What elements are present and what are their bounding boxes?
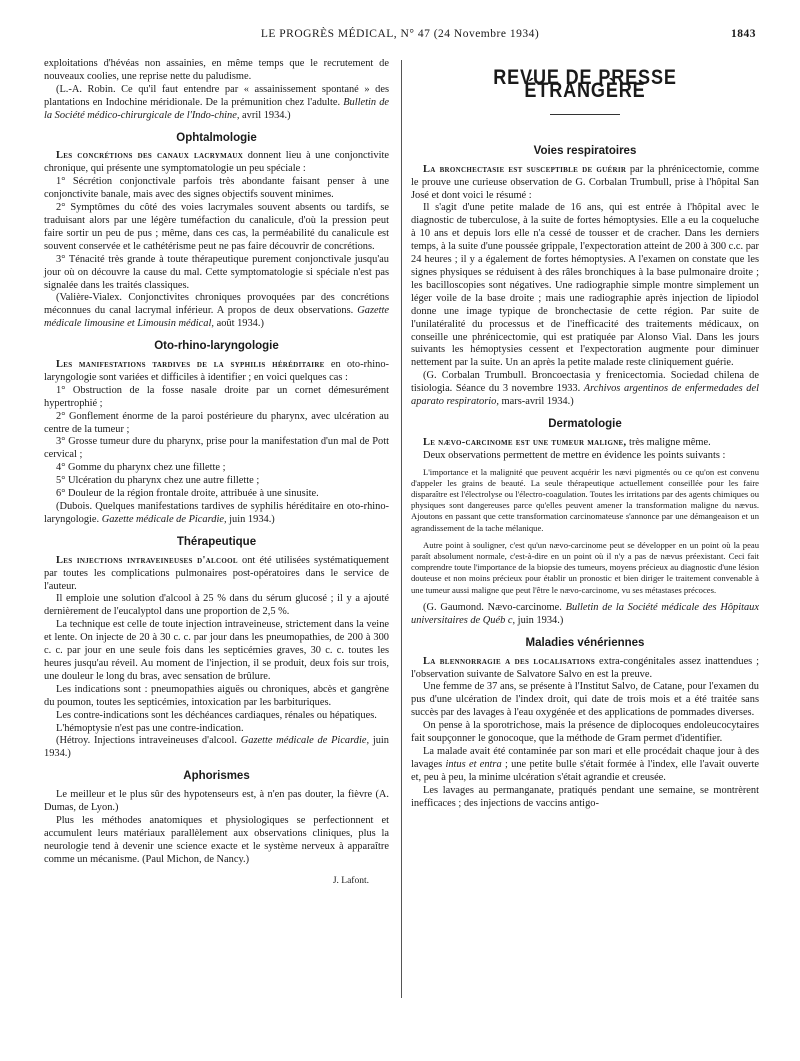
- ven-paragraph: Une femme de 37 ans, se présente à l'Institut Salvo, de Catane, pour l'examen du pus d'une ulcération de l'index droit, qui date de trois mois et a été traitée sans succès par des lavages à l'eau oxygénée et des applications de pommades diverses.: [411, 681, 759, 719]
- orl-item: 1° Obstruction de la fosse nasale droite par un cornet démesurément hypertrophié ;: [44, 384, 389, 409]
- aphorism: Le meilleur et le plus sûr des hypotenseurs est, à n'en pas douter, la fièvre (A. Dumas, de Lyon.): [44, 789, 389, 814]
- derm-reference: (G. Gaumond. Nævo-carcinome. Bulletin de la Société médicale des Hôpitaux universitaires de Québ c, juin 1934.): [411, 601, 759, 626]
- ther-paragraph: Les contre-indications sont les déchéances cardiaques, rénales ou hépatiques.: [56, 709, 377, 721]
- orl-item: 5° Ulcération du pharynx chez une autre fillette ;: [56, 475, 260, 487]
- resp-paragraph: Il s'agit d'une petite malade de 16 ans, qui est entrée à l'hôpital avec le diagnostic de tuberculose, à la suite de fortes hémoptysies. Elle a eu la coqueluche à 10 ans et depuis lors elle n'a cessé de tousser et de cracher. Dans les derniers temps, à la suite d'une poussée grippale, l'expectoration atteint de 200 à 300 c.c. par 24 heures ; il y a également de fortes hémoptysies. A l'examen on constate que les signes physiques se réduisent à des râles bronchiques à la base pulmonaire droite ; les bacilloscopies sont négatives. Une radiographie simple montre simplement un léger voile de la base droite ; mais une radiographie après injection de lipiodol donne une image typique de bronchectasie de cette région. Par suite de l'unilatéralité du processus et de l'inefficacité des traitements médicaux, on conseille une phrénicectomie, qui est pratiquée par Alonso Vial. Dans les jours suivants les hémoptysies cessent et l'expectoration augmente pour diminuer nettement par la suite. Un an après la petite malade reste cliniquement guérie.: [411, 202, 759, 369]
- journal-title: LE PROGRÈS MÉDICAL, N° 47 (24 Novembre 1934): [260, 28, 540, 40]
- section-title-dermatologie: Dermatologie: [548, 417, 622, 430]
- derm-quote: L'importance et la malignité que peuvent acquérir les nævi pigmentés ou ce qu'on est convenu d'appeler les grains de beauté. La seule thérapeutique actuellement conseillée pour les faire disparaître est l'électrolyse ou l'électro-coagulation. Toutes les irritations par des agents chimiques ou physiques sont dangereuses parce qu'elles peuvent amener la transformation maligne du nævus. Ajoutons en passant que cette transformation carcinomateuse s'annonce par une démangeaison et un agrandissement de la tache mélanique.: [411, 466, 759, 533]
- ven-paragraph: On pense à la sporotrichose, mais la présence de diplocoques endoleucocytaires fait soupçonner le gonocoque, que la méthode de Gram permet d'identifier.: [411, 720, 759, 745]
- page-number: 1843: [731, 28, 756, 40]
- orl-paragraph: Les manifestations tardives de la syphilis héréditaire en oto-rhino-laryngologie sont variées et difficiles à identifier ; en voici quelques cas :: [44, 359, 389, 383]
- ther-reference: (Hétroy. Injections intraveineuses d'alcool. Gazette médicale de Picardie, juin 1934.): [44, 735, 390, 760]
- ther-paragraph: La technique est celle de toute injection intraveineuse, strictement dans la veine et lente. On injecte de 20 à 30 c. c. par jour dans les pneumopathies, de 200 à 300 c. c. par jour en une seule fois dans les septicémies graves, 30 c. c. toutes les heures jusqu'au réveil. Au moment de l'injection, il se produit, deux fois sur trois, une douleur le long du bras, avec sensation de brûlure.: [44, 619, 389, 682]
- intro-paragraph: exploitations d'hévéas non assainies, en même temps que le recrutement de nouveaux coolies, une reprise nette du paludisme.: [44, 58, 389, 82]
- derm-paragraph: Deux observations permettent de mettre en évidence les points suivants :: [423, 449, 726, 461]
- aphorism: Plus les méthodes anatomiques et physiologiques se perfectionnent et accumulent leurs matériaux parallèlement aux observations cliniques, plus la neurologie tend à devenir une science exacte et le système nerveux à apparaître comme un mécanisme. (Paul Michon, de Nancy.): [44, 814, 389, 865]
- derm-quote: Autre point à souligner, c'est qu'un nævo-carcinome peut se développer en un point où la peau paraît absolument normale, c'est-à-dire en un point où il n'y a pas de nævus préexistant. Ceci fait comprendre toute l'importance de la biopsie des tumeurs, moyens précieux au diagnostic d'une lésion douteuse et non moins précieux pour établir un pronostic et bien diriger le traitement convenable à une tumeur aussi maligne que peut l'être le nævo-carcinome, vu ses métastases précoces.: [411, 539, 759, 595]
- section-title-voies-respiratoires: Voies respiratoires: [533, 144, 637, 157]
- right-column: [411, 58, 759, 810]
- orl-reference: (Dubois. Quelques manifestations tardives de syphilis héréditaire en oto-rhino-laryngologie. Gazette médicale de Picardie, juin 1934.): [44, 501, 389, 525]
- section-title-therapeutique: Thérapeutique: [176, 535, 257, 548]
- left-column: [44, 58, 389, 887]
- resp-paragraph: La bronchectasie est susceptible de guérir par la phrénicectomie, comme le prouve une curieuse observation de G. Corbalan Trumbull, prise à l'hôpital San José et dont voici le résumé :: [411, 163, 759, 201]
- page-header: [44, 28, 756, 48]
- ven-paragraph: Les lavages au permanganate, pratiqués pendant une semaine, se montrèrent inefficaces ; des injections de vaccins antigo-: [411, 784, 759, 809]
- oph-item: 1° Sécrétion conjonctivale parfois très abondante faisant penser à une conjonctivite banale, mais avec des signes objectifs souvent minimes.: [44, 176, 389, 201]
- author-signature: J. Lafont.: [332, 875, 369, 886]
- section-title-aphorismes: Aphorismes: [183, 770, 250, 783]
- ther-paragraph: Les injections intraveineuses d'alcool ont été utilisées systématiquement par toutes les complications pulmonaires post-opératoires dans le service de l'auteur.: [44, 554, 389, 592]
- intro-reference: (L.-A. Robin. Ce qu'il faut entendre par « assainissement spontané » des plantations en Indochine méridionale. De la prémunition chez l'adulte. Bulletin de la Société médico-chirurgicale de l'Indo-chine, avril 1934.): [44, 83, 390, 121]
- orl-item: 2° Gonflement énorme de la paroi postérieure du pharynx, avec ulcération au centre de la tumeur ;: [44, 410, 389, 435]
- ven-paragraph: La blennorragie a des localisations extra-congénitales assez inattendues ; l'observation suivante de Salvatore Salvo en est la preuve.: [411, 655, 760, 680]
- oph-reference: (Valière-Vialex. Conjonctivites chroniques provoquées par des concrétions méconnues du canal lacrymal inférieur. A propos de deux observations. Gazette médicale limousine et Limousin médical, août 1934.): [44, 292, 389, 330]
- orl-item: 3° Grosse tumeur dure du pharynx, prise pour la manifestation d'un mal de Pott cervical ;: [44, 436, 389, 461]
- ther-paragraph: L'hémoptysie n'est pas une contre-indication.: [56, 722, 244, 734]
- orl-item: 6° Douleur de la région frontale droite, attribuée à une sinusite.: [56, 488, 319, 500]
- title-rule: [550, 114, 620, 115]
- derm-paragraph: Le nævo-carcinome est une tumeur maligne, très maligne même.: [423, 436, 711, 448]
- section-title-maladies-veneriennes: Maladies vénériennes: [525, 636, 645, 649]
- section-title-ophtalmologie: Ophtalmologie: [176, 131, 257, 144]
- orl-item: 4° Gomme du pharynx chez une fillette ;: [56, 462, 226, 474]
- ther-paragraph: Il emploie une solution d'alcool à 25 % dans du sérum glucosé ; il y a ajouté dernièrement de l'eucalyptol dans une proportion de 2,5 %.: [44, 593, 389, 618]
- main-title: REVUE DE PRESSE ÉTRANGÈRE: [493, 66, 677, 102]
- oph-paragraph: Les concrétions des canaux lacrymaux donnent lieu à une conjonctivite chronique, qui présente une symptomatologie un peu spéciale :: [44, 150, 390, 175]
- oph-item: 3° Ténacité très grande à toute thérapeutique purement conjonctivale jusqu'au jour où on découvre la cause du mal. Cette symptomatologie si spéciale n'est pas signalée dans les traités classiques.: [44, 253, 389, 291]
- resp-reference: (G. Corbalan Trumbull. Broncoectasia y frenicectomia. Sociedad chilena de tisiologia. Séance du 3 novembre 1933. Archivos argentinos de enfermedades del aparato respiratorio, mars-avril 1934.): [411, 370, 760, 408]
- section-title-orl: Oto-rhino-laryngologie: [154, 340, 279, 353]
- oph-item: 2° Symptômes du côté des voies lacrymales souvent absents ou tardifs, se traduisant alors par une légère tuméfaction du canalicule, d'où la pression peut faire sortir un peu de pus ; même, dans ces cas, la perméabilité du canalicule est souvent conservée et le cathétérisme peut ne pas faire découvrir de concrétions.: [44, 202, 389, 252]
- column-divider: [401, 60, 402, 998]
- ven-paragraph: La malade avait été contaminée par son mari et elle procédait chaque jour à des lavages intus et entra ; une petite bulle s'était formée à l'index, elle l'avait ouverte et, peu à peu, la minime ulcération s'était agrandie et creusée.: [411, 745, 759, 783]
- ther-paragraph: Les indications sont : pneumopathies aiguës ou chroniques, abcès et gangrène du poumon, toutes les septicémies, intoxication par les barbituriques.: [44, 683, 389, 708]
